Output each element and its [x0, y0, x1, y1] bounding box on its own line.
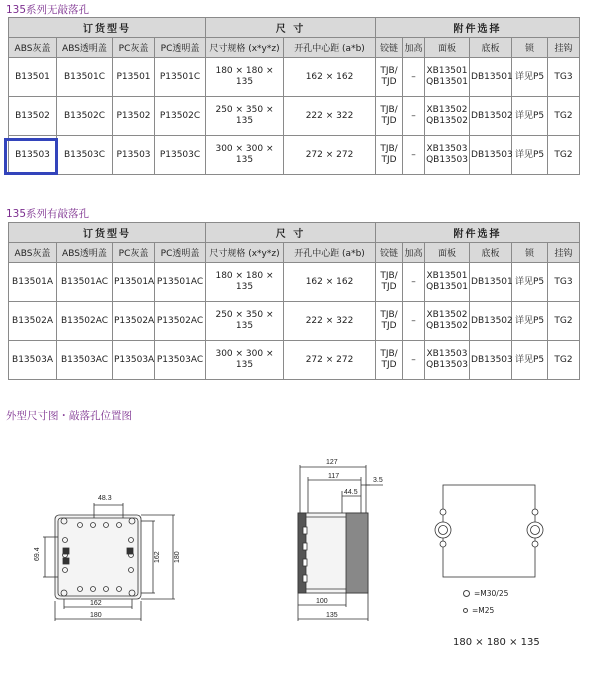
abs-grey-cell-text: B13503	[15, 149, 50, 160]
dim-side-top-outer: 127	[326, 459, 338, 466]
size-cell-text: 180 × 180 × 135	[215, 66, 274, 87]
size-cell	[206, 97, 284, 136]
extension-cell-text: –	[411, 354, 416, 365]
base-plate-cell	[470, 58, 512, 97]
dim-side-bottom-inner: 100	[316, 598, 328, 605]
lock-cell	[512, 302, 548, 341]
panel-cell-text: XB13503	[426, 144, 468, 154]
abs-clear-cell-text: B13503C	[63, 149, 106, 160]
lock-cell-text: 详见P5	[514, 276, 545, 287]
knockout-position-drawing	[425, 480, 555, 580]
lock-cell	[512, 263, 548, 302]
hole-spacing-cell	[284, 58, 376, 97]
base-plate-cell-text: DB13503	[471, 354, 513, 365]
extension-cell	[403, 341, 425, 380]
pc-clear-cell	[155, 263, 206, 302]
column-header: 挂钩	[548, 38, 580, 58]
column-header: 加高	[403, 243, 425, 263]
hook-cell-text: TG3	[554, 71, 573, 82]
column-header: 锁	[512, 38, 548, 58]
size-cell	[206, 136, 284, 175]
extension-cell-text: –	[411, 276, 416, 287]
hole-spacing-cell-text: 222 × 322	[305, 110, 354, 121]
lock-cell-text: 详见P5	[514, 110, 545, 121]
extension-cell-text: –	[411, 315, 416, 326]
panel-cell	[425, 97, 470, 136]
column-header: PC透明盖	[155, 38, 206, 58]
abs-clear-cell	[57, 97, 113, 136]
size-cell-text: 180 × 180 × 135	[215, 271, 274, 292]
pc-grey-cell-text: P13502A	[114, 315, 155, 326]
small-hole-icon	[463, 608, 468, 613]
group-header-order: 订货型号	[9, 18, 206, 38]
column-header: ABS透明盖	[57, 243, 113, 263]
column-header: 尺寸规格 (x*y*z)	[206, 243, 284, 263]
panel-cell	[425, 341, 470, 380]
legend-item-m30	[463, 589, 508, 598]
column-header: 开孔中心距 (a*b)	[284, 38, 376, 58]
lock-cell-text: 详见P5	[514, 315, 545, 326]
panel-cell-text: QB13502	[426, 321, 468, 331]
drawings-title: 外型尺寸图・敲落孔位置图	[6, 410, 132, 422]
pc-clear-cell	[155, 302, 206, 341]
size-cell-text: 250 × 350 × 135	[215, 310, 274, 331]
group-header-accessories: 附件选择	[376, 223, 580, 243]
size-cell-text: 250 × 350 × 135	[215, 105, 274, 126]
pc-clear-cell	[155, 341, 206, 380]
spec-table-2	[8, 222, 580, 380]
size-cell	[206, 263, 284, 302]
hinge-cell	[376, 341, 403, 380]
base-plate-cell	[470, 136, 512, 175]
column-header: ABS灰盖	[9, 38, 57, 58]
table-row	[9, 263, 580, 302]
hinge-cell-text: TJD	[381, 321, 397, 331]
pc-grey-cell-text: P13501A	[114, 276, 155, 287]
base-plate-cell-text: DB13503	[471, 149, 513, 160]
column-header: PC灰盖	[113, 38, 155, 58]
table-row	[9, 302, 580, 341]
abs-grey-cell	[9, 302, 57, 341]
hook-cell-text: TG3	[554, 276, 573, 287]
abs-grey-cell-text: B13503A	[12, 354, 53, 365]
front-view-drawing	[35, 485, 195, 625]
drawing-caption: 180 × 180 × 135	[453, 637, 540, 648]
extension-cell-text: –	[411, 149, 416, 160]
hole-spacing-cell	[284, 97, 376, 136]
group-header-size: 尺 寸	[206, 18, 376, 38]
column-header: 挂钩	[548, 243, 580, 263]
extension-cell	[403, 58, 425, 97]
hook-cell-text: TG2	[554, 354, 573, 365]
hole-spacing-cell-text: 272 × 272	[305, 354, 354, 365]
legend-label-m30: =M30/25	[474, 589, 509, 598]
hook-cell-text: TG2	[554, 110, 573, 121]
table-row	[9, 136, 580, 175]
extension-cell-text: –	[411, 110, 416, 121]
spec-table-1	[8, 17, 580, 175]
dim-front-right-inner: 162	[154, 551, 161, 563]
size-cell-text: 300 × 300 × 135	[215, 349, 274, 370]
lock-cell	[512, 341, 548, 380]
panel-cell	[425, 58, 470, 97]
column-header: PC透明盖	[155, 243, 206, 263]
panel-cell-text: XB13503	[426, 349, 468, 359]
abs-clear-cell-text: B13502C	[63, 110, 106, 121]
column-header: 底板	[470, 38, 512, 58]
pc-clear-cell-text: P13502C	[159, 110, 201, 121]
hinge-cell-text: TJD	[381, 155, 397, 165]
dim-front-bottom-inner: 162	[90, 600, 102, 607]
column-header: 铰链	[376, 38, 403, 58]
column-header: 面板	[425, 38, 470, 58]
pc-grey-cell	[113, 302, 155, 341]
table-row	[9, 97, 580, 136]
lock-cell-text: 详见P5	[514, 149, 545, 160]
hook-cell	[548, 341, 580, 380]
dim-front-bottom-outer: 180	[90, 612, 102, 619]
extension-cell-text: –	[411, 71, 416, 82]
hinge-cell	[376, 263, 403, 302]
group-header-order: 订货型号	[9, 223, 206, 243]
pc-grey-cell-text: P13502	[116, 110, 151, 121]
column-header: 铰链	[376, 243, 403, 263]
lock-cell	[512, 97, 548, 136]
extension-cell	[403, 263, 425, 302]
panel-cell-text: XB13501	[426, 271, 468, 281]
panel-cell-text: XB13501	[426, 66, 468, 76]
column-header: 加高	[403, 38, 425, 58]
hinge-cell-text: TJD	[381, 360, 397, 370]
size-cell	[206, 302, 284, 341]
large-hole-icon	[463, 590, 470, 597]
hinge-cell-text: TJB/	[380, 105, 398, 115]
panel-cell-text: QB13501	[426, 282, 468, 292]
legend-label-m25: =M25	[472, 606, 495, 615]
hinge-cell	[376, 302, 403, 341]
pc-clear-cell	[155, 58, 206, 97]
legend-item-m25	[463, 606, 494, 615]
column-header: 开孔中心距 (a*b)	[284, 243, 376, 263]
hinge-cell-text: TJB/	[380, 349, 398, 359]
abs-grey-cell-text: B13502A	[12, 315, 53, 326]
abs-clear-cell	[57, 58, 113, 97]
hook-cell	[548, 58, 580, 97]
abs-clear-cell	[57, 302, 113, 341]
panel-cell-text: QB13503	[426, 360, 468, 370]
panel-cell-text: QB13502	[426, 116, 468, 126]
hook-cell-text: TG2	[554, 149, 573, 160]
abs-grey-cell	[9, 136, 57, 175]
pc-grey-cell-text: P13501	[116, 71, 151, 82]
pc-grey-cell	[113, 263, 155, 302]
pc-clear-cell-text: P13503C	[159, 149, 201, 160]
group-header-size: 尺 寸	[206, 223, 376, 243]
pc-grey-cell	[113, 136, 155, 175]
hook-cell	[548, 97, 580, 136]
panel-cell	[425, 263, 470, 302]
abs-grey-cell	[9, 97, 57, 136]
table-row	[9, 58, 580, 97]
base-plate-cell-text: DB13501	[471, 276, 513, 287]
dim-side-top-small: 44.5	[344, 489, 358, 496]
hinge-cell-text: TJB/	[380, 310, 398, 320]
abs-clear-cell	[57, 136, 113, 175]
abs-clear-cell	[57, 263, 113, 302]
pc-clear-cell-text: P13502AC	[156, 315, 204, 326]
base-plate-cell	[470, 263, 512, 302]
column-header: ABS透明盖	[57, 38, 113, 58]
section-2-title: 135系列有敲落孔	[6, 208, 90, 220]
dim-front-right-outer: 180	[174, 551, 181, 563]
pc-clear-cell	[155, 136, 206, 175]
column-header: 面板	[425, 243, 470, 263]
abs-clear-cell	[57, 341, 113, 380]
base-plate-cell-text: DB13502	[471, 110, 513, 121]
size-cell	[206, 341, 284, 380]
hole-spacing-cell-text: 162 × 162	[305, 276, 354, 287]
pc-clear-cell-text: P13501C	[159, 71, 201, 82]
lock-cell-text: 详见P5	[514, 354, 545, 365]
abs-clear-cell-text: B13502AC	[60, 315, 109, 326]
abs-grey-cell	[9, 263, 57, 302]
size-cell-text: 300 × 300 × 135	[215, 144, 274, 165]
extension-cell	[403, 302, 425, 341]
abs-clear-cell-text: B13501C	[63, 71, 106, 82]
hinge-cell-text: TJD	[381, 282, 397, 292]
column-header: 尺寸规格 (x*y*z)	[206, 38, 284, 58]
hole-spacing-cell	[284, 136, 376, 175]
abs-grey-cell-text: B13502	[15, 110, 50, 121]
pc-clear-cell-text: P13503AC	[156, 354, 204, 365]
hook-cell-text: TG2	[554, 315, 573, 326]
base-plate-cell	[470, 302, 512, 341]
hinge-cell	[376, 97, 403, 136]
hole-spacing-cell-text: 222 × 322	[305, 315, 354, 326]
panel-cell	[425, 136, 470, 175]
side-view-drawing	[288, 455, 398, 630]
size-cell	[206, 58, 284, 97]
hook-cell	[548, 263, 580, 302]
dim-front-left: 69.4	[34, 547, 41, 561]
group-header-accessories: 附件选择	[376, 18, 580, 38]
dim-side-top-gap: 3.5	[373, 477, 383, 484]
hook-cell	[548, 136, 580, 175]
column-header: PC灰盖	[113, 243, 155, 263]
hook-cell	[548, 302, 580, 341]
lock-cell	[512, 136, 548, 175]
base-plate-cell-text: DB13501	[471, 71, 513, 82]
column-header: ABS灰盖	[9, 243, 57, 263]
dim-side-top-inner: 117	[328, 473, 340, 480]
hinge-cell	[376, 58, 403, 97]
hole-spacing-cell	[284, 302, 376, 341]
panel-cell-text: XB13502	[426, 105, 468, 115]
pc-clear-cell	[155, 97, 206, 136]
panel-cell-text: XB13502	[426, 310, 468, 320]
pc-grey-cell-text: P13503	[116, 149, 151, 160]
section-1-title: 135系列无敲落孔	[6, 4, 90, 16]
hinge-cell-text: TJB/	[380, 271, 398, 281]
panel-cell-text: QB13501	[426, 77, 468, 87]
hole-spacing-cell-text: 162 × 162	[305, 71, 354, 82]
column-header: 底板	[470, 243, 512, 263]
hinge-cell-text: TJD	[381, 77, 397, 87]
extension-cell	[403, 136, 425, 175]
pc-grey-cell	[113, 58, 155, 97]
hinge-cell-text: TJD	[381, 116, 397, 126]
panel-cell-text: QB13503	[426, 155, 468, 165]
lock-cell	[512, 58, 548, 97]
pc-grey-cell	[113, 97, 155, 136]
panel-cell	[425, 302, 470, 341]
pc-grey-cell-text: P13503A	[114, 354, 155, 365]
hinge-cell-text: TJB/	[380, 66, 398, 76]
pc-grey-cell	[113, 341, 155, 380]
abs-grey-cell-text: B13501A	[12, 276, 53, 287]
hole-spacing-cell	[284, 263, 376, 302]
table-row	[9, 341, 580, 380]
hole-spacing-cell-text: 272 × 272	[305, 149, 354, 160]
lock-cell-text: 详见P5	[514, 71, 545, 82]
abs-grey-cell	[9, 341, 57, 380]
abs-clear-cell-text: B13503AC	[60, 354, 109, 365]
column-header: 锁	[512, 243, 548, 263]
extension-cell	[403, 97, 425, 136]
abs-grey-cell-text: B13501	[15, 71, 50, 82]
abs-clear-cell-text: B13501AC	[60, 276, 109, 287]
dim-front-top: 48.3	[98, 495, 112, 502]
hinge-cell-text: TJB/	[380, 144, 398, 154]
dim-side-bottom-outer: 135	[326, 612, 338, 619]
base-plate-cell	[470, 341, 512, 380]
hinge-cell	[376, 136, 403, 175]
pc-clear-cell-text: P13501AC	[156, 276, 204, 287]
hole-spacing-cell	[284, 341, 376, 380]
base-plate-cell-text: DB13502	[471, 315, 513, 326]
abs-grey-cell	[9, 58, 57, 97]
base-plate-cell	[470, 97, 512, 136]
